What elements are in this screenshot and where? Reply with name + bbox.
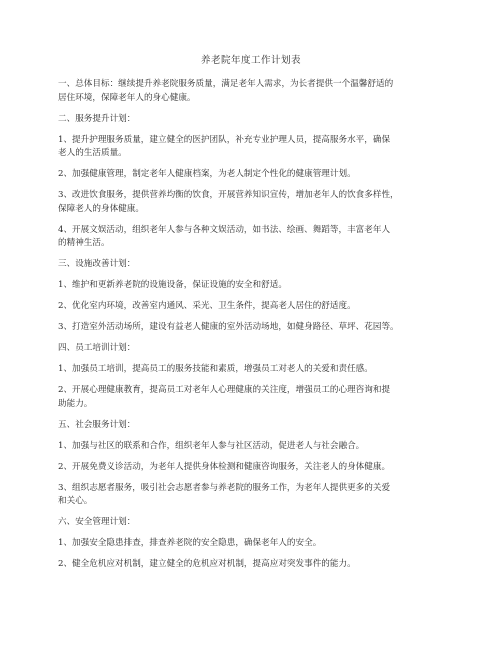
section-heading-safety: 六、安全管理计划： <box>58 517 136 527</box>
document-title: 养老院年度工作计划表 <box>200 55 301 66</box>
paragraph: 2、加强健康管理，制定老年人健康档案，为老人制定个性化的健康管理计划。 <box>58 169 356 179</box>
paragraph: 3、改进饮食服务，提供营养均衡的饮食，开展营养知识宣传，增加老年人的饮食多样性， 保障老人的身体健康。 <box>58 190 399 214</box>
paragraph: 1、维护和更新养老院的设施设备，保证设施的安全和舒适。 <box>58 280 287 290</box>
paragraph: 1、加强员工培训，提高员工的服务技能和素质，增强员工对老人的关爱和责任感。 <box>58 364 373 374</box>
paragraph: 1、加强安全隐患排查，排查养老院的安全隐患，确保老年人的安全。 <box>58 538 322 548</box>
paragraph: 2、开展免费义诊活动，为老年人提供身体检测和健康咨询服务，关注老人的身体健康。 <box>58 461 391 472</box>
paragraph: 4、开展文娱活动，组织老年人参与各种文娱活动，如书法、绘画、舞蹈等，丰富老年人 的精神生活。 <box>58 224 391 248</box>
section-heading-training: 四、员工培训计划： <box>58 343 136 353</box>
paragraph: 1、加强与社区的联系和合作，组织老年人参与社区活动，促进老人与社会融合。 <box>58 440 365 451</box>
section-heading-service: 二、服务提升计划： <box>58 113 136 124</box>
paragraph: 3、打造室外活动场所，建设有益老人健康的室外活动场地，如健身路径、草坪、花园等。 <box>58 322 399 332</box>
section-heading-social: 五、社会服务计划： <box>58 419 136 430</box>
paragraph: 2、优化室内环境，改善室内通风、采光、卫生条件，提高老人居住的舒适度。 <box>58 301 356 311</box>
paragraph: 2、开展心理健康教育，提高员工对老年人心理健康的关注度，增强员工的心理咨询和提 助能力。 <box>58 385 391 409</box>
section-heading-facilities: 三、设施改善计划： <box>58 259 136 269</box>
paragraph: 2、健全危机应对机制，建立健全的危机应对机制，提高应对突发事件的能力。 <box>58 559 356 569</box>
document-body <box>58 78 446 579</box>
paragraph: 1、提升护理服务质量，建立健全的医护团队，补充专业护理人员，提高服务水平，确保 老人的生活质量。 <box>58 134 391 158</box>
section-general-goal: 一、总体目标：继续提升养老院服务质量，满足老年人需求，为长者提供一个温馨舒适的 居住环境，保障老年人的身心健康。 <box>58 79 394 103</box>
paragraph: 3、组织志愿者服务，吸引社会志愿者参与养老院的服务工作，为老年人提供更多的关爱 和关心。 <box>58 482 391 506</box>
